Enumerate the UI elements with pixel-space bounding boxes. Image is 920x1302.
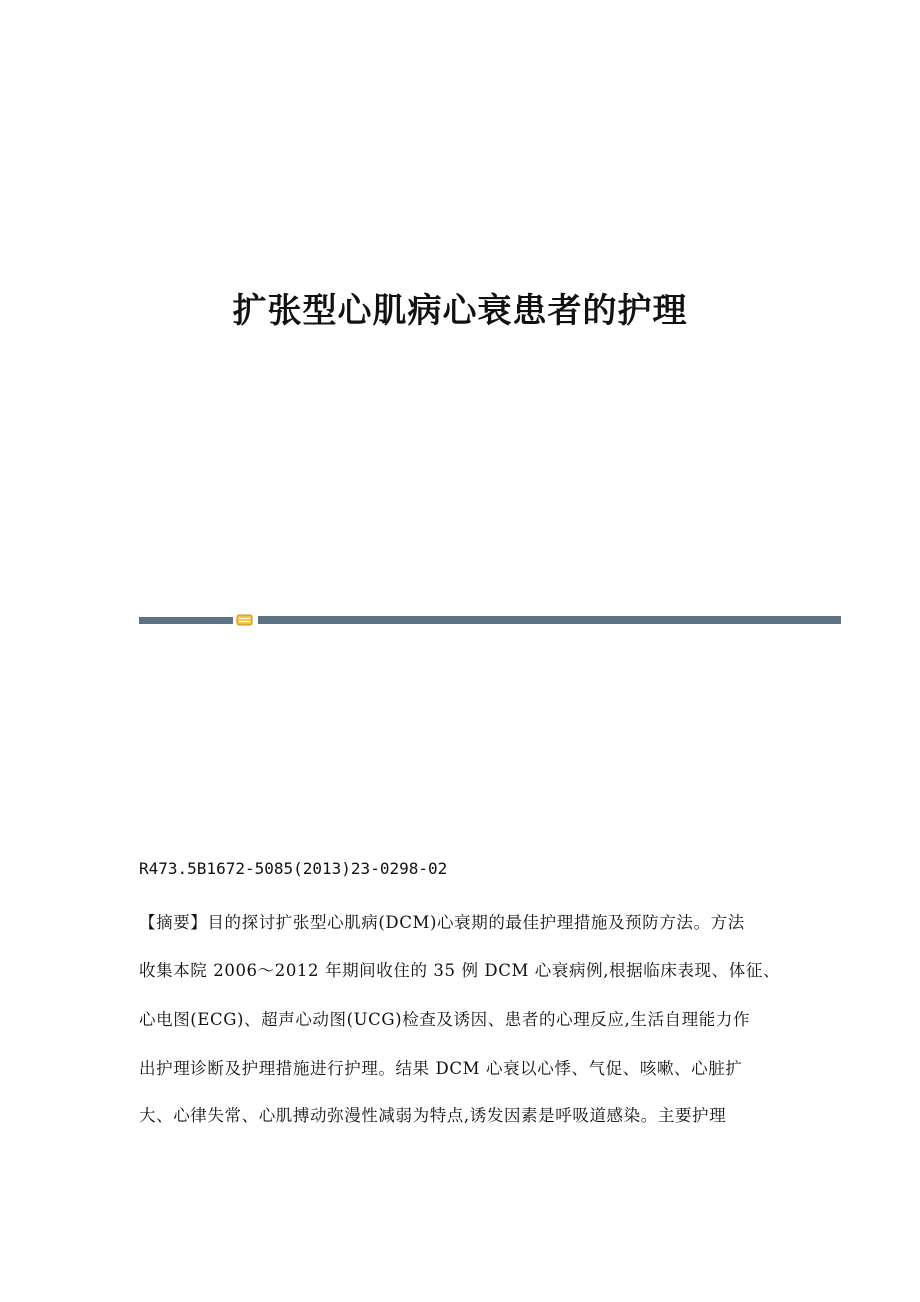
abstract-line: 心电图(ECG)、超声心动图(UCG)检查及诱因、患者的心理反应,生活自理能力作 (139, 1010, 751, 1029)
classification-code: R473.5B1672-5085(2013)23-0298-02 (139, 859, 448, 878)
abstract-line: 【摘要】目的探讨扩张型心肌病(DCM)心衰期的最佳护理措施及预防方法。方法 (139, 913, 745, 932)
divider-left-segment (139, 617, 233, 624)
book-ornament-icon (236, 614, 253, 626)
divider-right-segment (258, 616, 841, 624)
abstract-line: 出护理诊断及护理措施进行护理。结果 DCM 心衰以心悸、气促、咳嗽、心脏扩 (139, 1059, 743, 1078)
section-divider (139, 614, 841, 626)
abstract-line: 收集本院 2006～2012 年期间收住的 35 例 DCM 心衰病例,根据临床表现、体征、 (139, 961, 781, 980)
document-title: 扩张型心肌病心衰患者的护理 (232, 290, 688, 331)
abstract-line: 大、心律失常、心肌搏动弥漫性减弱为特点,诱发因素是呼吸道感染。主要护理 (139, 1106, 727, 1125)
